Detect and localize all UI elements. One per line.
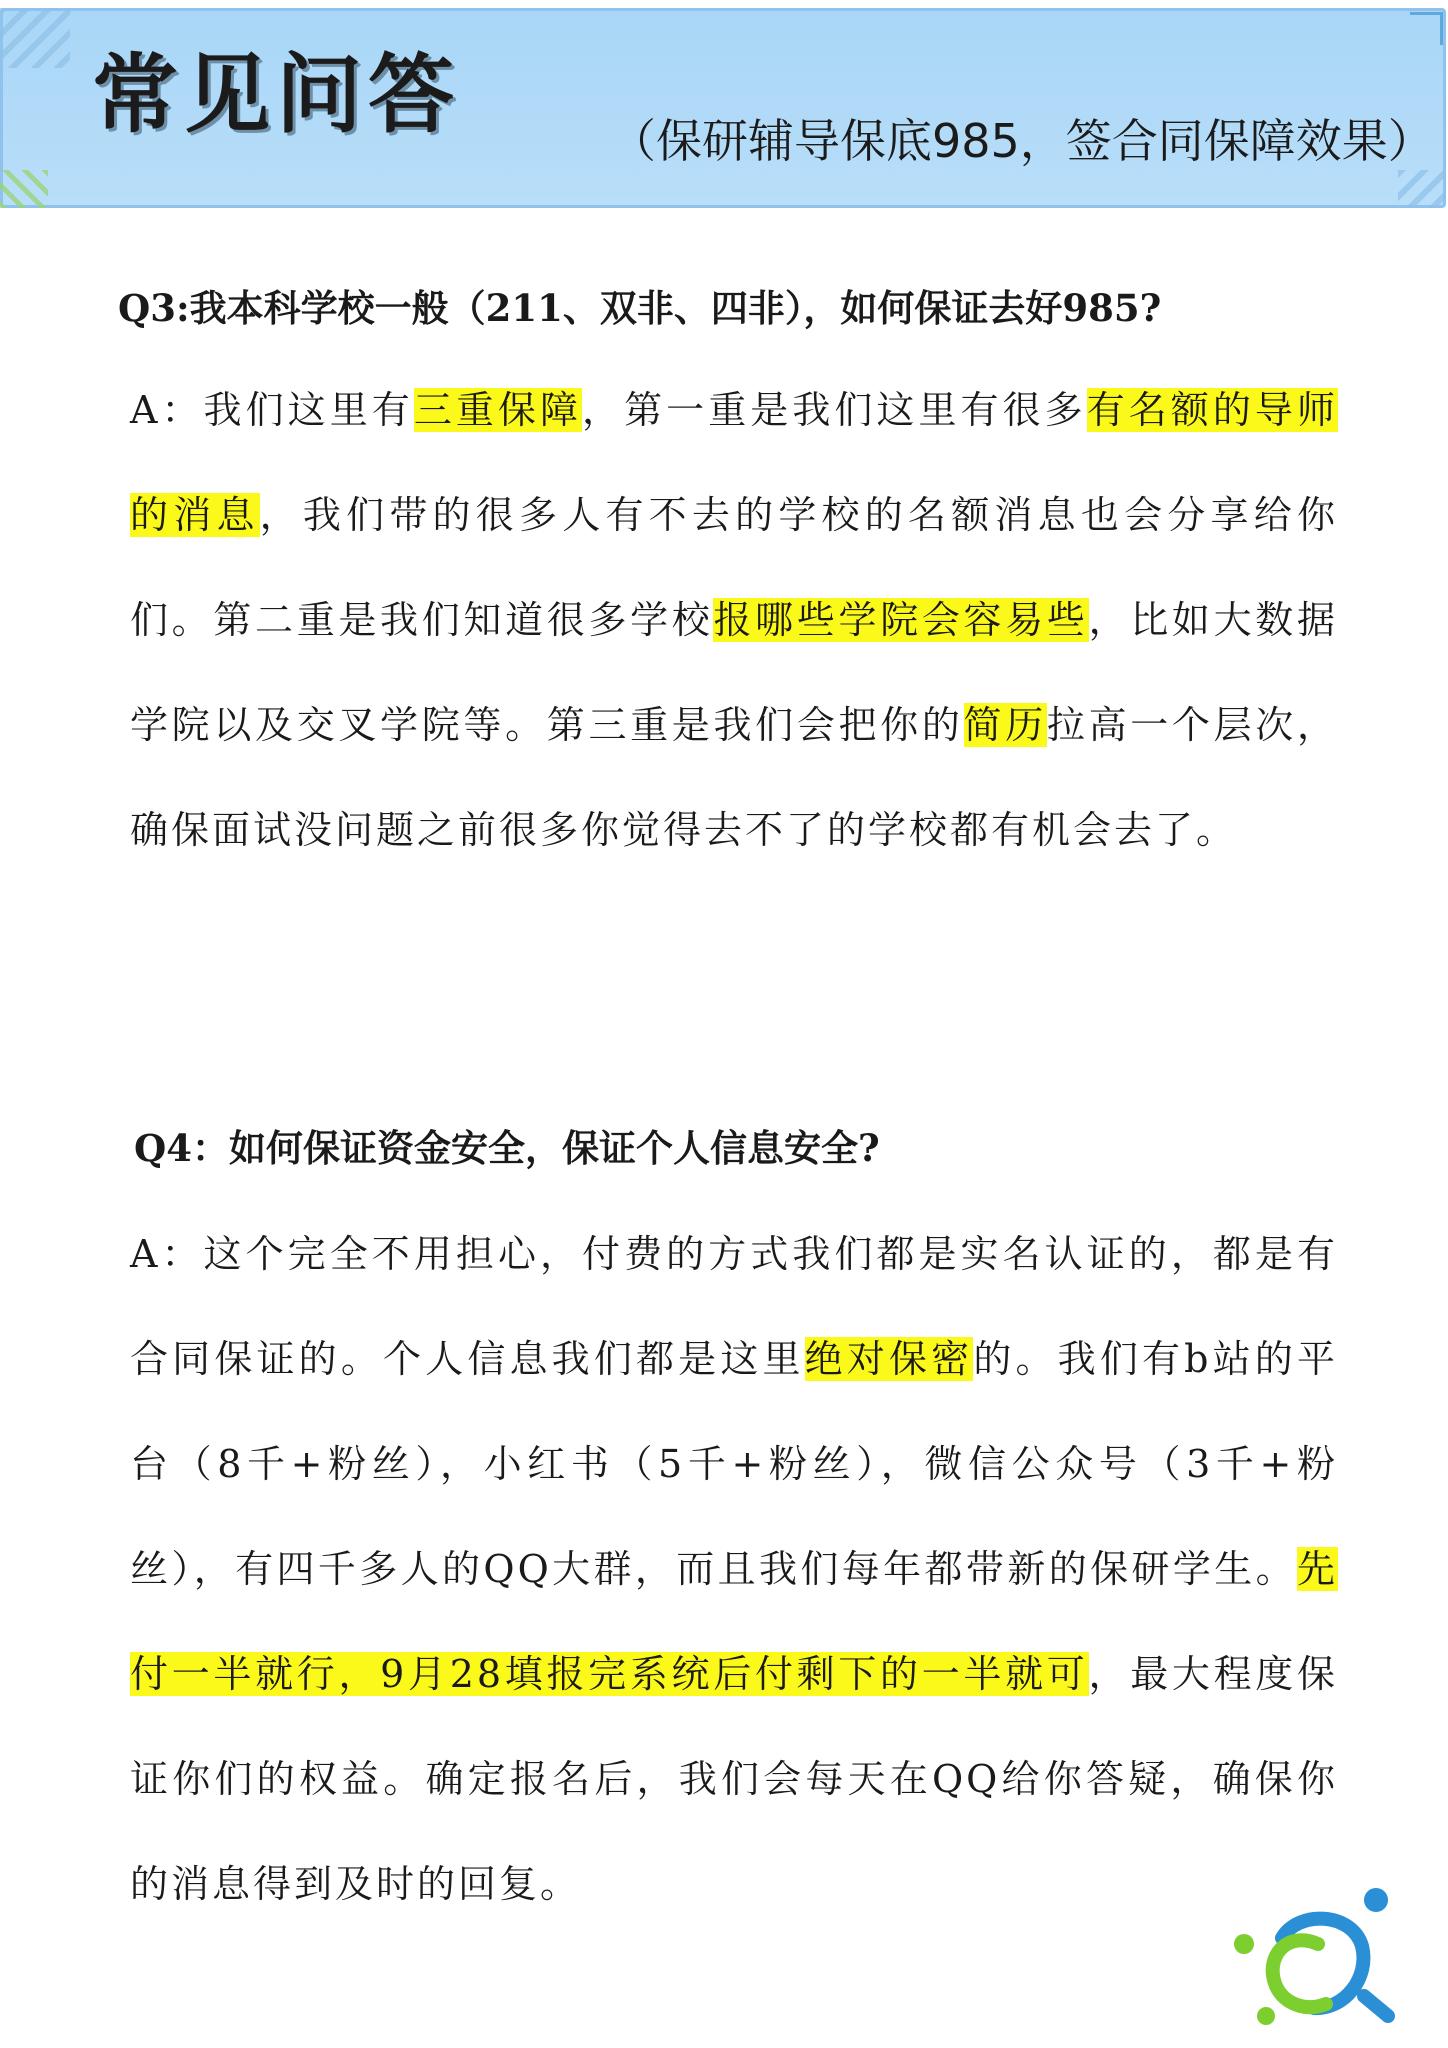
answer-text: 的。我们有b站的平台（8千+粉丝），小红书（5千+粉丝），微信公众号（3千+粉丝），有四千多人的QQ大群，而且我们每年都带新的保研学生。 (130, 1337, 1338, 1591)
highlighted-text: 三重保障 (413, 388, 583, 432)
page-subtitle: （保研辅导保底985，签合同保障效果） (610, 114, 1434, 168)
answer-q3 (130, 358, 1338, 883)
highlighted-text: 报哪些学院会容易些 (713, 598, 1089, 642)
answer-text: A：我们这里有 (130, 388, 414, 432)
answer-text: 拉高一个层次，确保面试没问题之前很多你觉得去不了的学校都有机会去了。 (130, 703, 1338, 852)
brand-logo-icon (1226, 1886, 1412, 2026)
page-title: 常见问答 (92, 45, 460, 145)
highlighted-text: 绝对保密 (804, 1337, 974, 1381)
highlighted-text: 先付一半就行，9月28填报完系统后付剩下的一半就可 (130, 1547, 1338, 1696)
question-q3: Q3:我本科学校一般（211、双非、四非），如何保证去好985? (118, 286, 1162, 330)
answer-text: ，比如大数据学院以及交叉学院等。第三重是我们会把你的 (130, 598, 1338, 747)
question-q4: Q4：如何保证资金安全，保证个人信息安全? (134, 1126, 880, 1170)
answer-q4 (130, 1202, 1338, 1937)
decorative-stripes (0, 8, 70, 68)
corner-bracket (1410, 12, 1443, 45)
decorative-stripes (1398, 170, 1446, 208)
answer-text: A：这个完全不用担心，付费的方式我们都是实名认证的，都是有合同保证的。个人信息我们都是这里 (130, 1232, 1338, 1381)
answer-text: ，我们带的很多人有不去的学校的名额消息也会分享给你们。第二重是我们知道很多学校 (130, 493, 1338, 642)
highlighted-text: 有名额的导师的消息 (130, 388, 1338, 537)
decorative-stripes (0, 170, 48, 208)
answer-text: ，第一重是我们这里有很多 (582, 388, 1087, 432)
highlighted-text: 简历 (963, 703, 1047, 747)
header-banner (0, 0, 1448, 212)
answer-text: ，最大程度保证你们的权益。确定报名后，我们会每天在QQ给你答疑，确保你的消息得到及时的回复。 (130, 1652, 1338, 1906)
